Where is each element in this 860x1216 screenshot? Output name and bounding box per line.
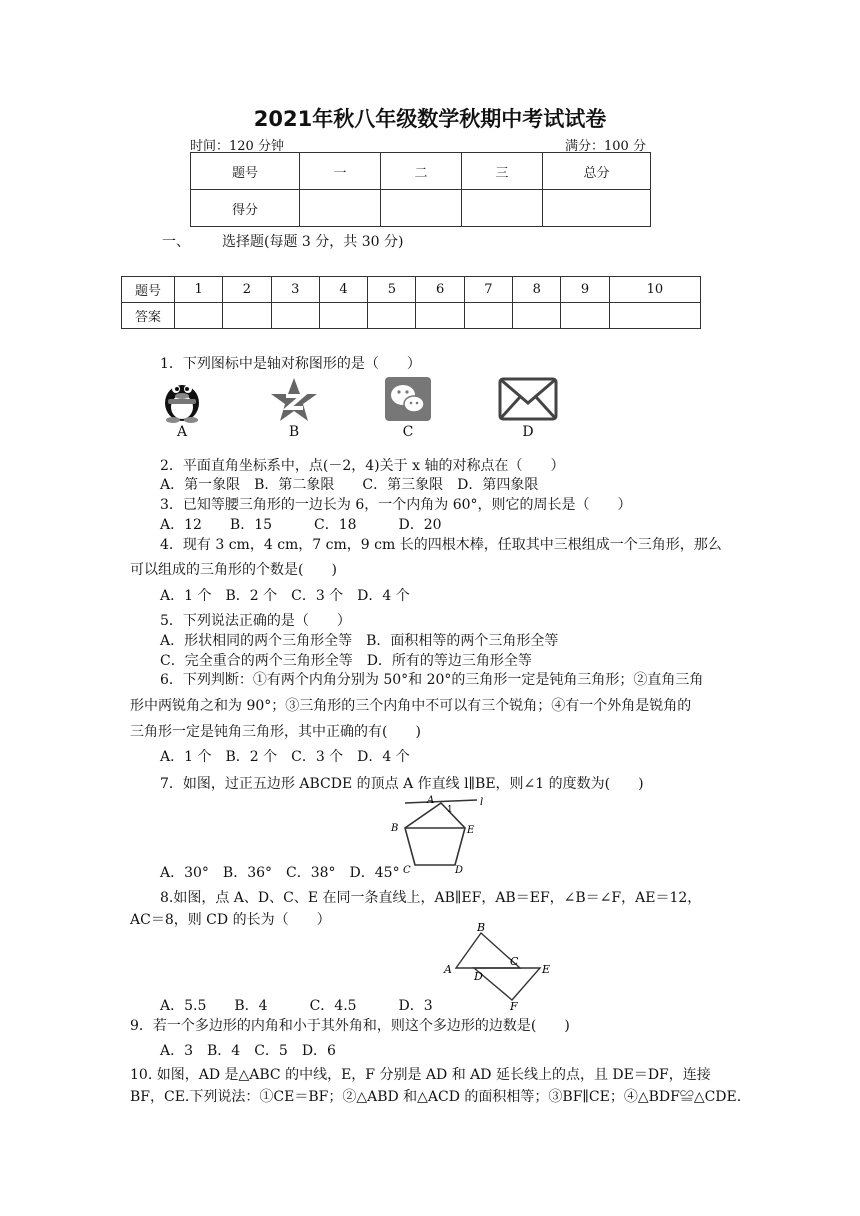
question-4-line2: 可以组成的三角形的个数是( ) (130, 562, 337, 578)
section-number: 一、 (162, 234, 190, 250)
answer-header: 题号 (122, 277, 175, 303)
answer-cell[interactable] (223, 303, 271, 329)
answer-header: 10 (609, 277, 700, 303)
answer-cell[interactable] (368, 303, 416, 329)
score-table-header: 总分 (543, 153, 651, 190)
question-8-line1: 8.如图，点 A、D、C、E 在同一条直线上，AB∥EF，AB＝EF，∠B＝∠F，AE＝12， (160, 890, 702, 906)
answer-cell[interactable] (561, 303, 609, 329)
answer-header: 4 (319, 277, 367, 303)
fig-label-a: A (427, 795, 435, 806)
score-cell[interactable] (462, 190, 543, 227)
fig-label-e: E (467, 825, 475, 836)
fig-label-c: C (510, 955, 519, 968)
fig-label-e: E (542, 963, 551, 976)
fig-label-b: B (477, 921, 486, 934)
answer-header: 6 (416, 277, 464, 303)
time-label: 时间：120 分钟 (190, 139, 284, 154)
penguin-icon (160, 375, 204, 423)
answer-header: 7 (464, 277, 512, 303)
fig-label-c: C (403, 865, 411, 875)
score-cell[interactable] (381, 190, 462, 227)
score-table-header: 一 (300, 153, 381, 190)
question-8-options: A．5.5 B．4 C．4.5 D．3 (160, 998, 433, 1014)
question-5-options-1: A．形状相同的两个三角形全等 B．面积相等的两个三角形全等 (160, 633, 559, 649)
answer-cell[interactable] (319, 303, 367, 329)
fig-label-a: A (444, 963, 452, 976)
score-table-header: 三 (462, 153, 543, 190)
answer-header: 2 (223, 277, 271, 303)
question-4-line1: 4．现有 3 cm，4 cm，7 cm，9 cm 长的四根木棒，任取其中三根组成一个三角形，那么 (160, 537, 722, 553)
score-table-header: 题号 (191, 153, 300, 190)
triangles-figure (440, 920, 560, 1012)
answer-cell[interactable] (609, 303, 700, 329)
question-1: 1．下列图标中是轴对称图形的是（ ） (160, 356, 421, 372)
pentagon-figure (385, 793, 495, 875)
option-label: C (402, 424, 414, 440)
question-7: 7．如图，过正五边形 ABCDE 的顶点 A 作直线 l∥BE，则∠1 的度数为( ) (160, 776, 644, 792)
page-title: 2021年秋八年级数学秋期中考试试卷 (253, 107, 607, 131)
score-label: 满分：100 分 (565, 139, 646, 154)
option-label: D (522, 424, 534, 440)
answer-header: 3 (271, 277, 319, 303)
fig-label-b: B (391, 823, 399, 834)
question-8-line2: AC＝8，则 CD 的长为（ ） (130, 912, 331, 928)
question-7-options: A．30° B．36° C．38° D．45° (160, 865, 400, 881)
fig-label-f: F (510, 1000, 518, 1012)
question-3-options: A．12 B．15 C．18 D．20 (160, 517, 442, 533)
answer-cell[interactable] (513, 303, 561, 329)
question-10-line1: 10. 如图，AD 是△ABC 的中线，E，F 分别是 AD 和 AD 延长线上的点，且 DE＝DF，连接 (130, 1067, 711, 1083)
question-2: 2．平面直角坐标系中，点(－2，4)关于 x 轴的对称点在（ ） (160, 458, 565, 474)
score-table-header: 二 (381, 153, 462, 190)
star-z-icon (270, 377, 318, 423)
question-6-line1: 6．下列判断：①有两个内角分别为 50°和 20°的三角形一定是钝角三角形；②直角三角 (160, 672, 704, 688)
question-9: 9．若一个多边形的内角和小于其外角和，则这个多边形的边数是( ) (130, 1018, 570, 1034)
score-cell[interactable] (300, 190, 381, 227)
answer-table (121, 276, 701, 329)
answer-header: 9 (561, 277, 609, 303)
fig-label-d: D (455, 865, 464, 875)
answer-cell[interactable] (416, 303, 464, 329)
question-4-options: A．1 个 B．2 个 C．3 个 D．4 个 (160, 588, 410, 604)
fig-label-1: 1 (447, 805, 453, 815)
answer-row-label: 答案 (122, 303, 175, 329)
section-title: 选择题(每题 3 分，共 30 分) (222, 234, 404, 250)
answer-cell[interactable] (271, 303, 319, 329)
score-row-label: 得分 (191, 190, 300, 227)
question-3: 3．已知等腰三角形的一边长为 6，一个内角为 60°，则它的周长是（ ） (160, 497, 632, 513)
fig-label-d: D (474, 970, 483, 983)
score-table (190, 152, 651, 227)
score-cell[interactable] (543, 190, 651, 227)
answer-header: 8 (513, 277, 561, 303)
answer-cell[interactable] (464, 303, 512, 329)
question-5: 5．下列说法正确的是（ ） (160, 613, 351, 629)
answer-header: 1 (175, 277, 223, 303)
option-label: B (288, 424, 300, 440)
question-10-line2: BF，CE.下列说法：①CE＝BF；②△ABD 和△ACD 的面积相等；③BF∥CE；④△BDF≌△CDE. (130, 1089, 742, 1105)
question-6-line2: 形中两锐角之和为 90°；③三角形的三个内角中不可以有三个锐角；④有一个外角是锐角的 (130, 698, 692, 714)
answer-header: 5 (368, 277, 416, 303)
fig-label-l: l (480, 797, 484, 808)
wechat-icon (385, 377, 431, 421)
question-5-options-2: C．完全重合的两个三角形全等 D．所有的等边三角形全等 (160, 653, 532, 669)
question-9-options: A．3 B．4 C．5 D．6 (160, 1043, 336, 1059)
envelope-icon (498, 377, 558, 421)
question-6-options: A．1 个 B．2 个 C．3 个 D．4 个 (160, 749, 410, 765)
answer-cell[interactable] (175, 303, 223, 329)
question-6-line3: 三角形一定是钝角三角形，其中正确的有( ) (130, 724, 421, 740)
option-label: A (176, 424, 188, 440)
question-2-options: A．第一象限 B．第二象限 C．第三象限 D．第四象限 (160, 477, 539, 493)
